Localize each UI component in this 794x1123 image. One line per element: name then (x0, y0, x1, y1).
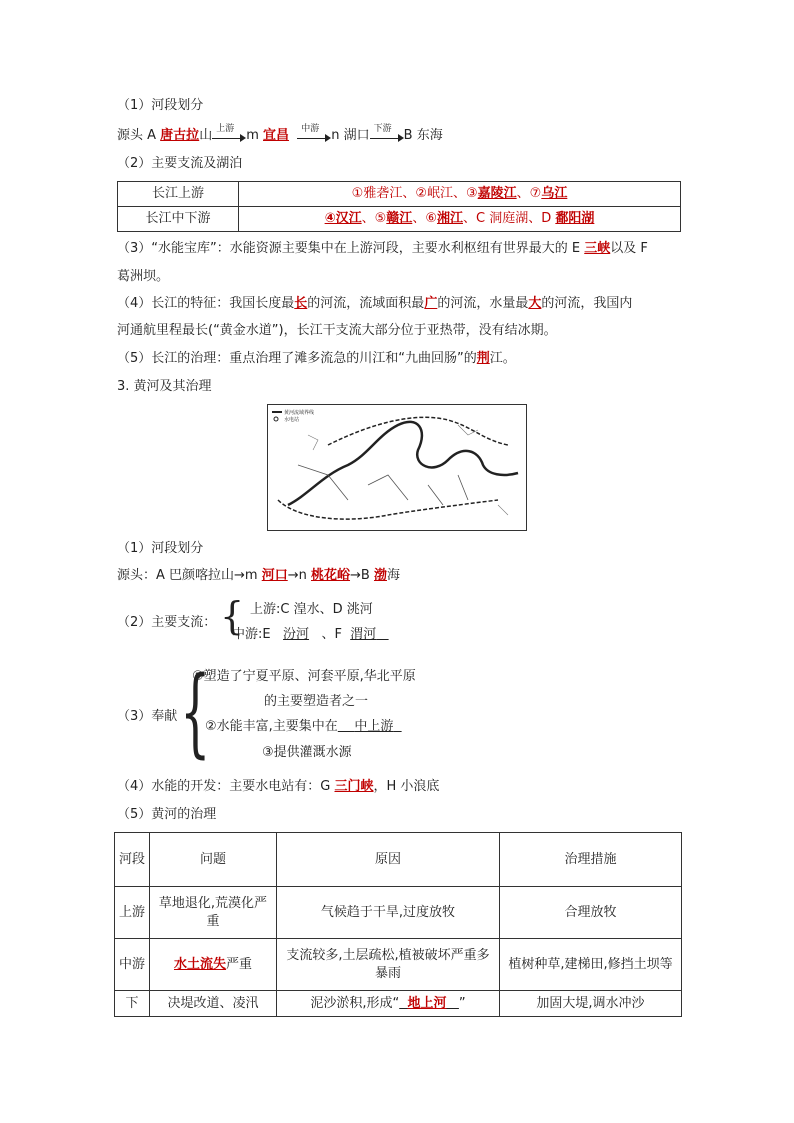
cj-m-pre: m (246, 128, 263, 143)
brace-contributions: { (180, 656, 211, 768)
th-cause: 原因 (277, 833, 500, 887)
map-legend-station: 水电站 (284, 417, 300, 423)
hh-contrib-1b: 的主要塑造者之一 (264, 694, 369, 709)
brace-tributaries: { (220, 594, 245, 638)
cj-n: n 湖口 (331, 128, 370, 143)
hh-contrib-2: ②水能丰富,主要集中在 中上游 (205, 719, 394, 734)
hh-sec3: （3）奉献 (117, 709, 178, 724)
cj-src-pre: 源头 A (117, 128, 161, 143)
cj-src-peak: 唐古拉 (160, 128, 200, 143)
cj-source-line (117, 123, 443, 145)
cj-sec2: （2）主要支流及湖泊 (117, 156, 243, 171)
r1-segment: 上游 (115, 887, 150, 939)
cj-b: B 东海 (403, 128, 443, 143)
r2-measure: 植树种草,建梯田,修挡土坝等 (500, 939, 682, 991)
hh-title: 3. 黄河及其治理 (117, 379, 212, 394)
cj-row1-value: ①雅砻江、②岷江、③嘉陵江、⑦乌江 (239, 182, 681, 207)
yellow-river-map (267, 404, 527, 531)
hh-source-line: 源头：A 巴颜喀拉山→m 河口→n 桃花峪→B 渤海 (117, 568, 400, 583)
cj-sec4: （4）长江的特征：我国长度最长的河流，流域面积最广的河流，水量最大的河流，我国内 (117, 296, 633, 311)
r2-cause: 支流较多,土层疏松,植被破坏严重多暴雨 (277, 939, 500, 991)
r1-measure: 合理放牧 (500, 887, 682, 939)
r1-problem: 草地退化,荒漠化严重 (150, 887, 277, 939)
r2-problem: 水土流失严重 (150, 939, 277, 991)
map-figure (268, 405, 526, 530)
hh-sec5: （5）黄河的治理 (117, 807, 217, 822)
cj-src-post: 山 (199, 128, 213, 143)
hh-contrib-1: ①塑造了宁夏平原、河套平原,华北平原 (192, 669, 416, 684)
r2-segment: 中游 (115, 939, 150, 991)
hh-sec1: （1）河段划分 (117, 541, 204, 556)
cj-tributary-table (117, 181, 681, 232)
cj-sec1: （1）河段划分 (117, 98, 204, 113)
arrow-midstream: 中游 (297, 129, 331, 143)
th-measure: 治理措施 (500, 833, 682, 887)
hh-midstream: 中游:E 汾河 、F 渭河 (232, 627, 377, 642)
hh-treatment-table (114, 832, 682, 1017)
r3-cause: 泥沙淤积,形成“ 地上河 ” (277, 991, 500, 1017)
cj-row2-value: ④汉江、⑤赣江、⑥湘江、C 洞庭湖、D 鄱阳湖 (239, 207, 681, 232)
map-legend-boundary: 黄河流域界线 (284, 410, 315, 416)
r3-measure: 加固大堤,调水冲沙 (500, 991, 682, 1017)
arrow-downstream: 下游 (370, 129, 404, 143)
arrow-upstream: 上游 (212, 129, 246, 143)
cj-sec3-cont: 葛洲坝。 (117, 269, 170, 284)
th-problem: 问题 (150, 833, 277, 887)
th-segment: 河段 (115, 833, 150, 887)
r3-segment: 下 (115, 991, 150, 1017)
hh-sec4: （4）水能的开发：主要水电站有：G 三门峡，H 小浪底 (117, 779, 440, 794)
hh-contrib-3: ③提供灌溉水源 (262, 745, 352, 760)
cj-m-name: 宜昌 (263, 128, 290, 143)
hh-sec2: （2）主要支流： (117, 615, 217, 630)
cj-row2-label: 长江中下游 (118, 207, 239, 232)
cj-sec3: （3）“水能宝库”：水能资源主要集中在上游河段，主要水利枢纽有世界最大的 E 三峡以及 F (117, 241, 648, 256)
r1-cause: 气候趋于干旱,过度放牧 (277, 887, 500, 939)
hh-upstream: 上游:C 湟水、D 洮河 (250, 602, 373, 617)
cj-sec4-cont: 河通航里程最长(“黄金水道”)，长江干支流大部分位于亚热带，没有结冰期。 (117, 323, 557, 338)
cj-row1-label: 长江上游 (118, 182, 239, 207)
cj-sec5: （5）长江的治理：重点治理了滩多流急的川江和“九曲回肠”的荆江。 (117, 351, 516, 366)
r3-problem: 决堤改道、凌汛 (150, 991, 277, 1017)
